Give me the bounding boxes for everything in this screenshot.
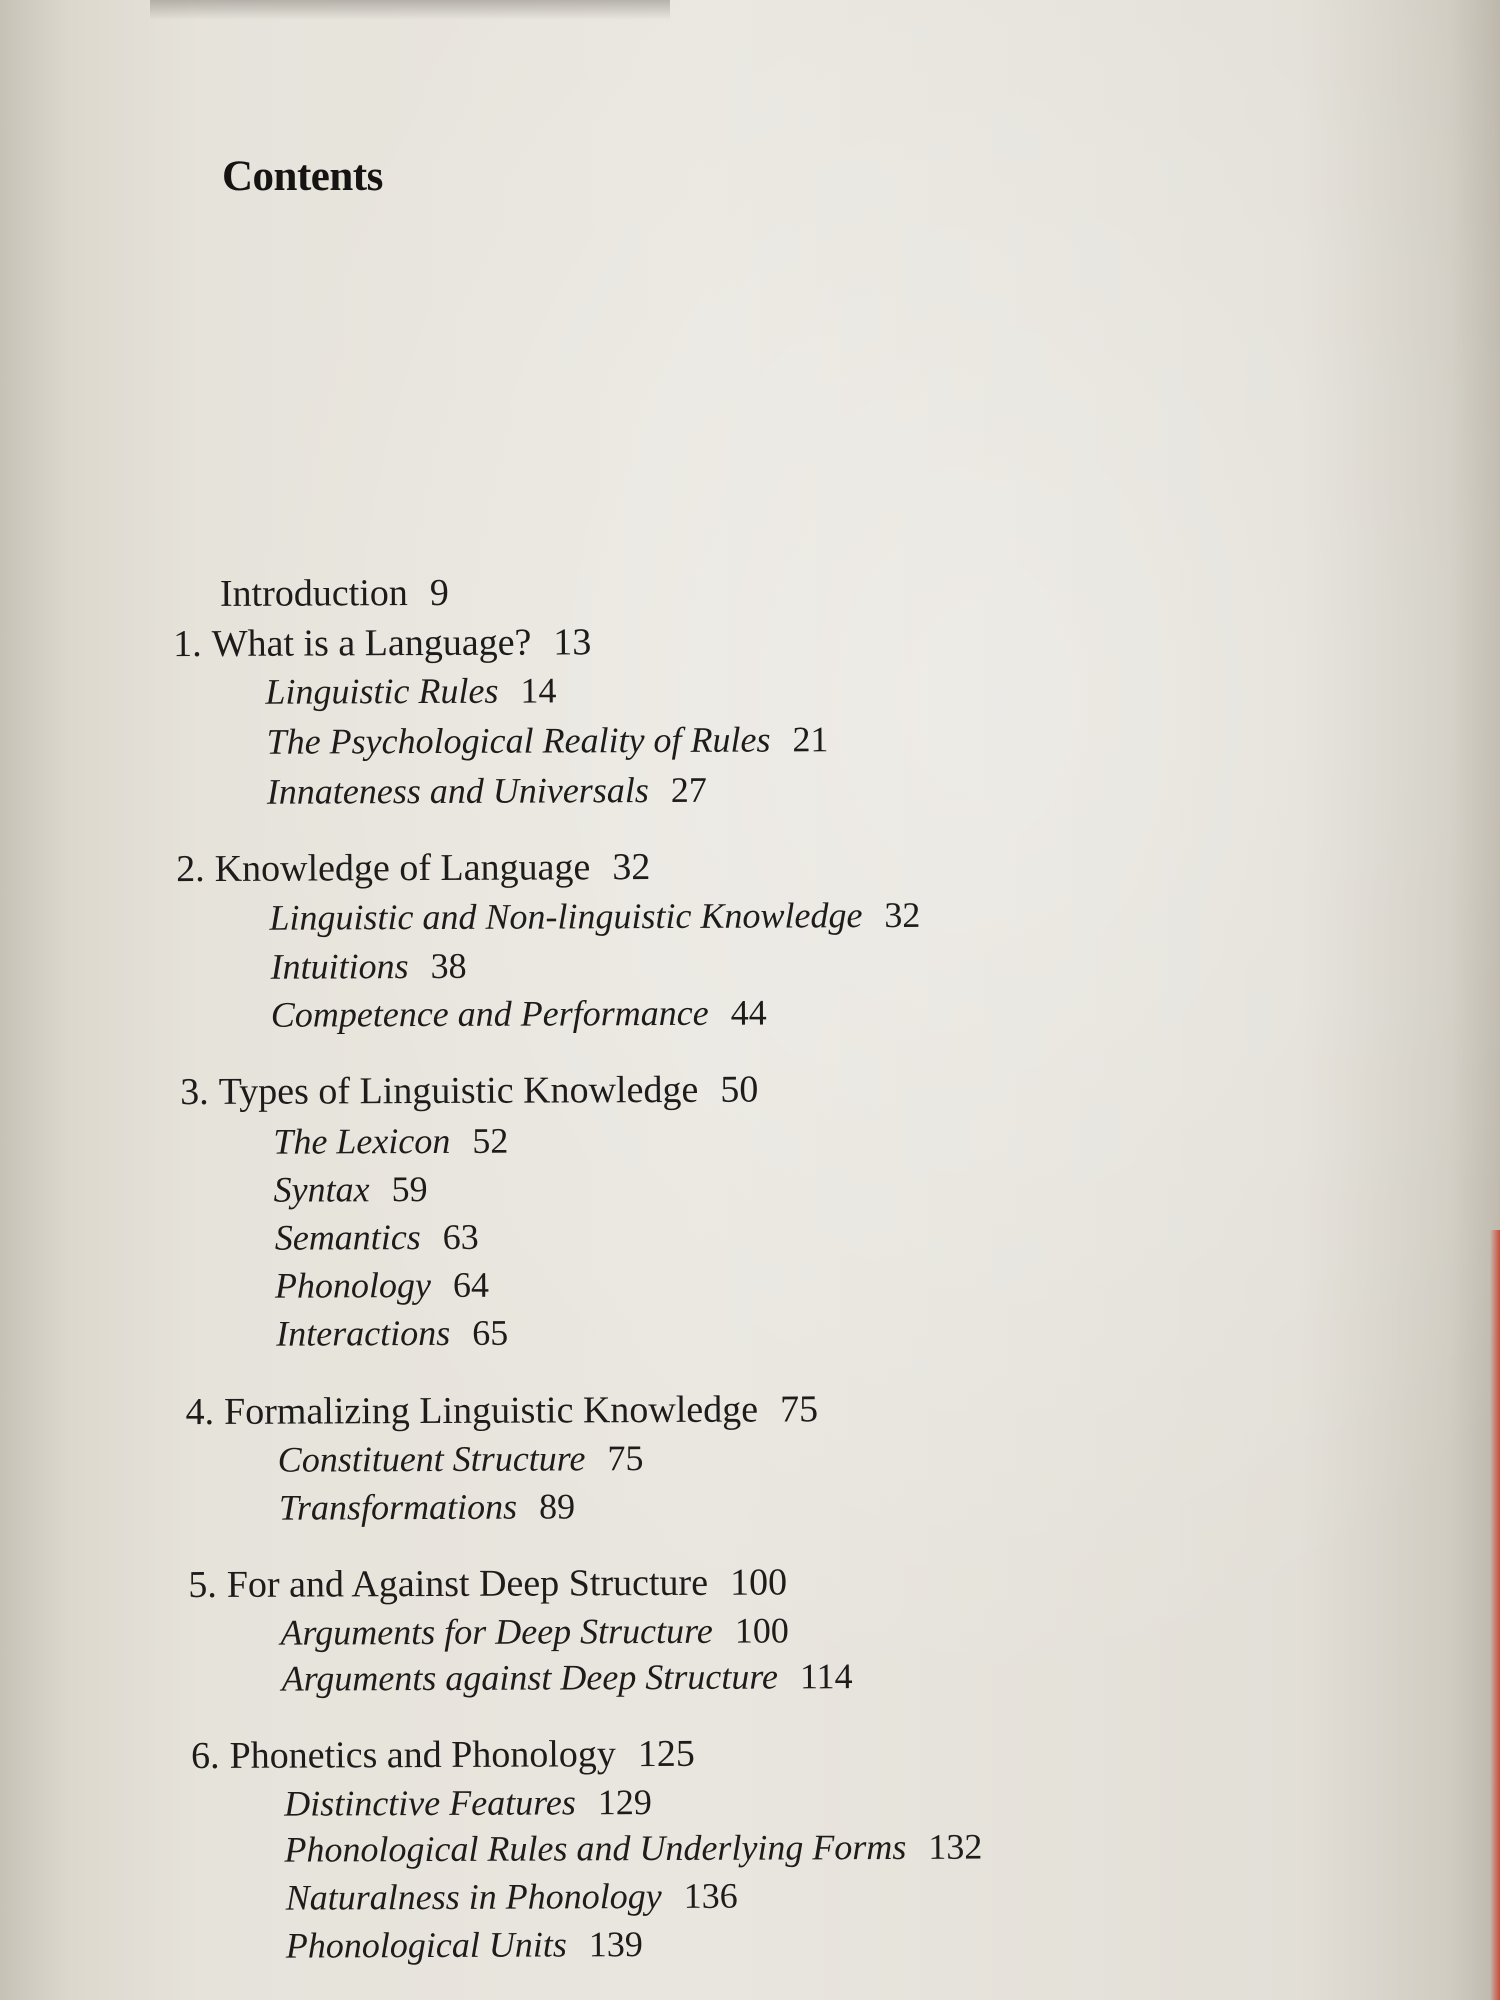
entry-title: Intuitions	[270, 946, 409, 987]
toc-subentry	[271, 944, 467, 989]
entry-title: What is a Language?	[211, 621, 532, 665]
entry-title: Phonetics and Phonology	[229, 1733, 616, 1777]
chapter-number: 2.	[176, 847, 205, 891]
page-number: 132	[928, 1826, 983, 1867]
page-number: 50	[720, 1068, 759, 1111]
page-number: 100	[729, 1561, 788, 1604]
page-number: 136	[683, 1875, 738, 1916]
chapter-number: 6.	[190, 1734, 220, 1778]
page-number: 21	[792, 719, 829, 760]
page-number: 100	[734, 1610, 789, 1651]
entry-title: Semantics	[274, 1217, 421, 1258]
toc-subentry	[267, 768, 707, 814]
toc-subentry	[286, 1922, 643, 1968]
page-number: 75	[779, 1388, 819, 1431]
toc-entry	[185, 1387, 818, 1434]
page-number: 38	[430, 945, 467, 986]
entry-title: Naturalness in Phonology	[285, 1875, 662, 1918]
page-number: 52	[472, 1120, 509, 1161]
page-title: Contents	[222, 153, 383, 200]
entry-title: Formalizing Linguistic Knowledge	[223, 1388, 759, 1433]
chapter-number: 5.	[188, 1563, 217, 1607]
toc-entry	[176, 845, 650, 891]
page-number: 13	[553, 621, 592, 664]
page-number: 9	[429, 571, 449, 614]
page-number: 27	[670, 769, 707, 810]
page-number: 32	[612, 846, 651, 889]
page-number: 89	[538, 1486, 576, 1527]
page-number: 64	[452, 1264, 490, 1305]
page-number: 14	[520, 670, 557, 711]
toc-subentry	[267, 717, 829, 763]
toc-entry	[220, 571, 449, 616]
page-number: 32	[884, 894, 921, 936]
page-number: 139	[588, 1924, 643, 1965]
toc-subentry	[276, 1311, 508, 1356]
toc-subentry	[282, 1654, 853, 1700]
entry-title: Arguments against Deep Structure	[281, 1656, 779, 1699]
entry-title: Linguistic and Non-linguistic Knowledge	[269, 895, 863, 938]
chapter-number: 3.	[180, 1070, 209, 1114]
page-number: 75	[607, 1438, 644, 1479]
toc-subentry	[280, 1608, 788, 1654]
entry-title: Types of Linguistic Knowledge	[218, 1068, 699, 1113]
entry-title: Competence and Performance	[270, 992, 709, 1035]
page-number: 65	[472, 1312, 509, 1353]
toc-subentry	[275, 1263, 489, 1308]
page-number: 59	[391, 1169, 428, 1210]
entry-title: Phonological Units	[285, 1924, 567, 1966]
toc-entry	[173, 620, 591, 666]
entry-title: Syntax	[273, 1169, 370, 1210]
page-number: 63	[442, 1216, 479, 1257]
toc-subentry	[265, 668, 556, 713]
entry-title: Innateness and Universals	[266, 770, 649, 812]
toc-entry	[188, 1560, 787, 1607]
toc-subentry	[271, 991, 767, 1037]
chapter-number: 4.	[185, 1390, 215, 1434]
entry-title: Linguistic Rules	[265, 670, 499, 712]
entry-title: Distinctive Features	[284, 1782, 576, 1824]
entry-title: Arguments for Deep Structure	[280, 1610, 713, 1653]
entry-title: Transformations	[278, 1486, 518, 1528]
toc-subentry	[269, 893, 920, 940]
page-number: 129	[597, 1782, 652, 1823]
page-number: 114	[799, 1656, 853, 1697]
toc-subentry	[279, 1484, 575, 1529]
toc-subentry	[286, 1874, 738, 1920]
toc-entry	[191, 1732, 695, 1778]
entry-title: Phonological Rules and Underlying Forms	[284, 1826, 907, 1870]
toc-subentry	[278, 1436, 644, 1482]
toc-subentry	[275, 1215, 479, 1260]
entry-title: Constituent Structure	[277, 1438, 586, 1480]
toc-subentry	[273, 1119, 508, 1164]
entry-title: Interactions	[276, 1312, 451, 1354]
page-number: 125	[637, 1732, 695, 1776]
chapter-number: 1.	[173, 622, 202, 666]
entry-title: Knowledge of Language	[214, 846, 591, 890]
toc-subentry	[284, 1780, 652, 1826]
entry-title: Phonology	[274, 1264, 432, 1306]
entry-title: For and Against Deep Structure	[226, 1561, 709, 1606]
toc-subentry	[273, 1167, 427, 1212]
entry-title: The Lexicon	[273, 1120, 451, 1162]
entry-title: The Psychological Reality of Rules	[266, 719, 771, 762]
entry-title: Introduction	[219, 572, 408, 615]
toc-entry	[180, 1068, 758, 1115]
toc-subentry	[284, 1825, 982, 1872]
page-number: 44	[730, 992, 767, 1033]
